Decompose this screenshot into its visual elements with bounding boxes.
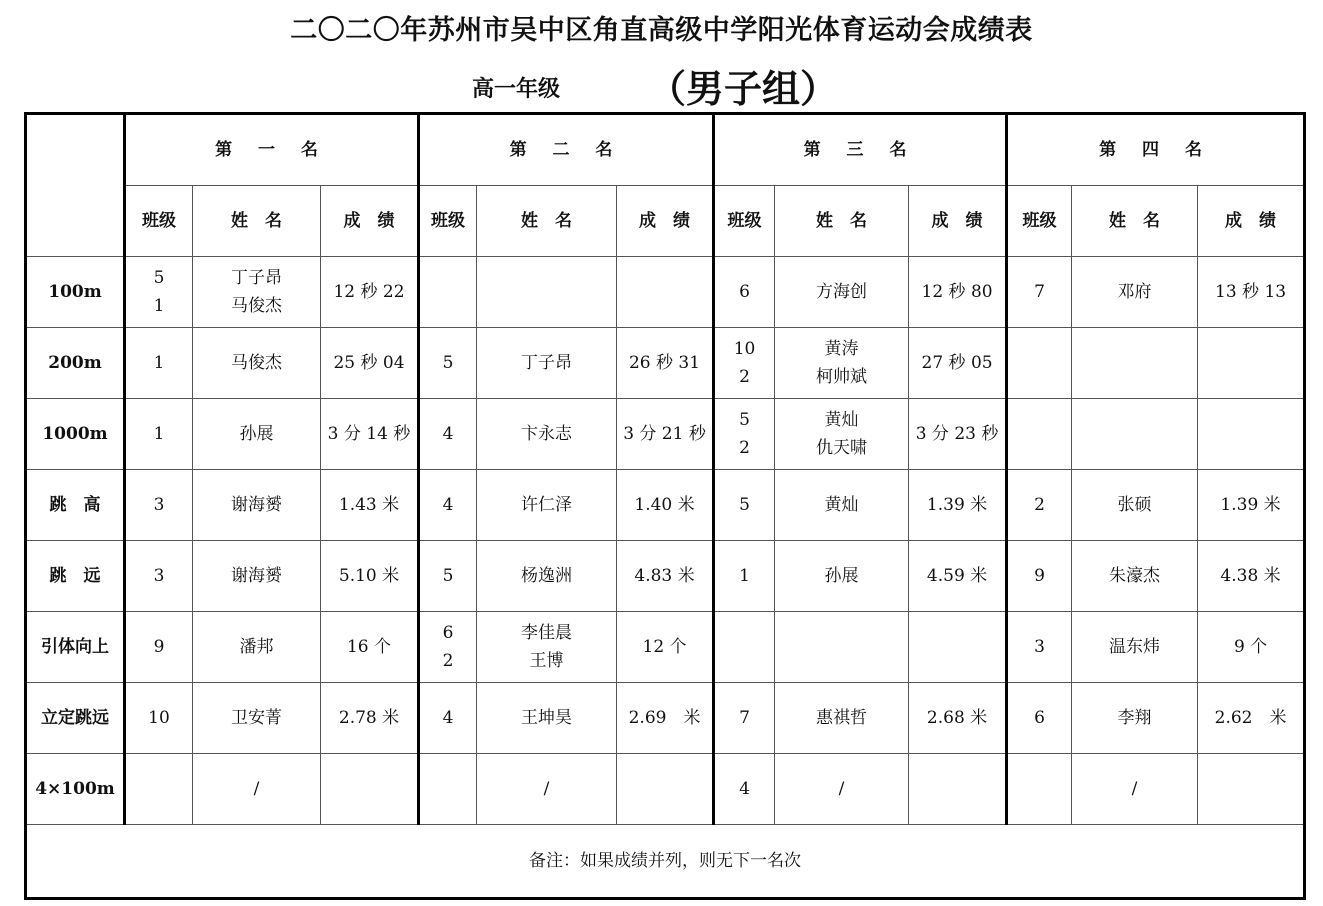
athlete-name-cell: 邓府 [1072,257,1198,328]
class-cell [125,754,193,825]
class-column-header: 班级 [714,186,775,257]
class-column-header: 班级 [1007,186,1072,257]
score-cell: 2.62 米 [1198,683,1305,754]
class-cell: 4 [714,754,775,825]
score-cell [1198,754,1305,825]
table-row [26,470,1305,541]
rank-header: 第 三 名 [714,114,1007,186]
event-name: 立定跳远 [26,683,125,754]
score-column-header: 成 绩 [1198,186,1305,257]
athlete-name-cell: 杨逸洲 [477,541,617,612]
column-header-row [26,186,1305,257]
athlete-name-cell: 朱濠杰 [1072,541,1198,612]
score-cell: 13 秒 13 [1198,257,1305,328]
athlete-name-cell: 卞永志 [477,399,617,470]
class-cell: 3 [1007,612,1072,683]
score-cell [1198,399,1305,470]
event-name: 跳 高 [26,470,125,541]
rank-header: 第 二 名 [419,114,714,186]
event-name: 引体向上 [26,612,125,683]
class-column-header: 班级 [419,186,477,257]
corner-cell [26,114,125,257]
score-column-header: 成 绩 [321,186,419,257]
athlete-name-cell: 马俊杰 [193,328,321,399]
score-cell: 4.38 米 [1198,541,1305,612]
class-cell: 10 2 [714,328,775,399]
score-cell: 4.59 米 [909,541,1007,612]
score-cell: 25 秒 04 [321,328,419,399]
athlete-name-cell: 丁子昂 [477,328,617,399]
class-cell: 5 [419,541,477,612]
page-title: 二〇二〇年苏州市吴中区角直高级中学阳光体育运动会成绩表 [290,15,1033,46]
class-cell: 4 [419,683,477,754]
class-cell: 1 [714,541,775,612]
event-name: 1000m [26,399,125,470]
score-cell: 1.43 米 [321,470,419,541]
athlete-name-cell: 孙展 [775,541,909,612]
rank-header: 第 一 名 [125,114,419,186]
class-cell: 3 [125,541,193,612]
score-cell: 3 分 14 秒 [321,399,419,470]
score-cell: 2.68 米 [909,683,1007,754]
score-cell: 5.10 米 [321,541,419,612]
athlete-name-cell [477,257,617,328]
athlete-name-cell: 卫安菁 [193,683,321,754]
score-cell: 1.39 米 [909,470,1007,541]
athlete-name-cell: 惠祺哲 [775,683,909,754]
athlete-name-cell: 李翔 [1072,683,1198,754]
score-cell: 26 秒 31 [617,328,714,399]
table-row [26,683,1305,754]
score-cell [909,612,1007,683]
rank-header: 第 四 名 [1007,114,1305,186]
class-cell: 5 [419,328,477,399]
class-cell: 7 [1007,257,1072,328]
class-cell: 4 [419,399,477,470]
athlete-name-cell: 谢海赟 [193,541,321,612]
class-cell: 6 [714,257,775,328]
table-row [26,399,1305,470]
class-cell: 6 [1007,683,1072,754]
class-cell: 5 [714,470,775,541]
class-cell: 7 [714,683,775,754]
score-cell: 27 秒 05 [909,328,1007,399]
class-cell: 5 2 [714,399,775,470]
class-cell: 4 [419,470,477,541]
athlete-name-cell: 黄灿 仇天啸 [775,399,909,470]
table-row [26,257,1305,328]
score-cell: 2.78 米 [321,683,419,754]
class-cell [1007,754,1072,825]
class-column-header: 班级 [125,186,193,257]
athlete-name-cell: 潘邦 [193,612,321,683]
score-cell [617,754,714,825]
athlete-name-cell: 丁子昂 马俊杰 [193,257,321,328]
class-cell [714,612,775,683]
athlete-name-cell: / [1072,754,1198,825]
class-cell: 5 1 [125,257,193,328]
score-cell: 4.83 米 [617,541,714,612]
athlete-name-cell: 李佳晨 王博 [477,612,617,683]
athlete-name-cell: 谢海赟 [193,470,321,541]
group-label: （男子组） [648,66,839,111]
score-cell: 3 分 23 秒 [909,399,1007,470]
name-column-header: 姓 名 [193,186,321,257]
grade-label: 高一年级 [472,76,561,102]
name-column-header: 姓 名 [1072,186,1198,257]
score-cell: 1.40 米 [617,470,714,541]
score-cell: 1.39 米 [1198,470,1305,541]
table-row [26,754,1305,825]
note-row [26,825,1305,899]
athlete-name-cell: 方海创 [775,257,909,328]
class-cell: 2 [1007,470,1072,541]
score-cell: 12 秒 80 [909,257,1007,328]
score-cell [617,257,714,328]
athlete-name-cell [775,612,909,683]
event-name: 跳 远 [26,541,125,612]
rank-header-row [26,114,1305,186]
class-cell: 3 [125,470,193,541]
athlete-name-cell: 王坤昊 [477,683,617,754]
table-row [26,612,1305,683]
score-column-header: 成 绩 [909,186,1007,257]
class-cell [1007,399,1072,470]
score-cell [1198,328,1305,399]
athlete-name-cell: 孙展 [193,399,321,470]
score-cell: 9 个 [1198,612,1305,683]
class-cell: 1 [125,399,193,470]
table-row [26,541,1305,612]
athlete-name-cell: 张硕 [1072,470,1198,541]
athlete-name-cell: 黄灿 [775,470,909,541]
footnote: 备注：如果成绩并列，则无下一名次 [26,825,1305,899]
score-cell: 12 个 [617,612,714,683]
athlete-name-cell: 温东炜 [1072,612,1198,683]
table-row [26,328,1305,399]
athlete-name-cell: 黄涛 柯帅斌 [775,328,909,399]
name-column-header: 姓 名 [775,186,909,257]
event-name: 4×100m [26,754,125,825]
athlete-name-cell: / [193,754,321,825]
class-cell: 6 2 [419,612,477,683]
score-cell: 2.69 米 [617,683,714,754]
athlete-name-cell: / [477,754,617,825]
class-cell: 10 [125,683,193,754]
class-cell: 9 [125,612,193,683]
class-cell [419,754,477,825]
results-table [24,112,1306,900]
score-cell: 3 分 21 秒 [617,399,714,470]
class-cell [1007,328,1072,399]
class-cell: 1 [125,328,193,399]
event-name: 100m [26,257,125,328]
score-cell [321,754,419,825]
score-cell: 16 个 [321,612,419,683]
event-name: 200m [26,328,125,399]
athlete-name-cell: / [775,754,909,825]
name-column-header: 姓 名 [477,186,617,257]
score-cell [909,754,1007,825]
score-cell: 12 秒 22 [321,257,419,328]
class-cell: 9 [1007,541,1072,612]
athlete-name-cell: 许仁泽 [477,470,617,541]
athlete-name-cell [1072,399,1198,470]
class-cell [419,257,477,328]
score-column-header: 成 绩 [617,186,714,257]
athlete-name-cell [1072,328,1198,399]
